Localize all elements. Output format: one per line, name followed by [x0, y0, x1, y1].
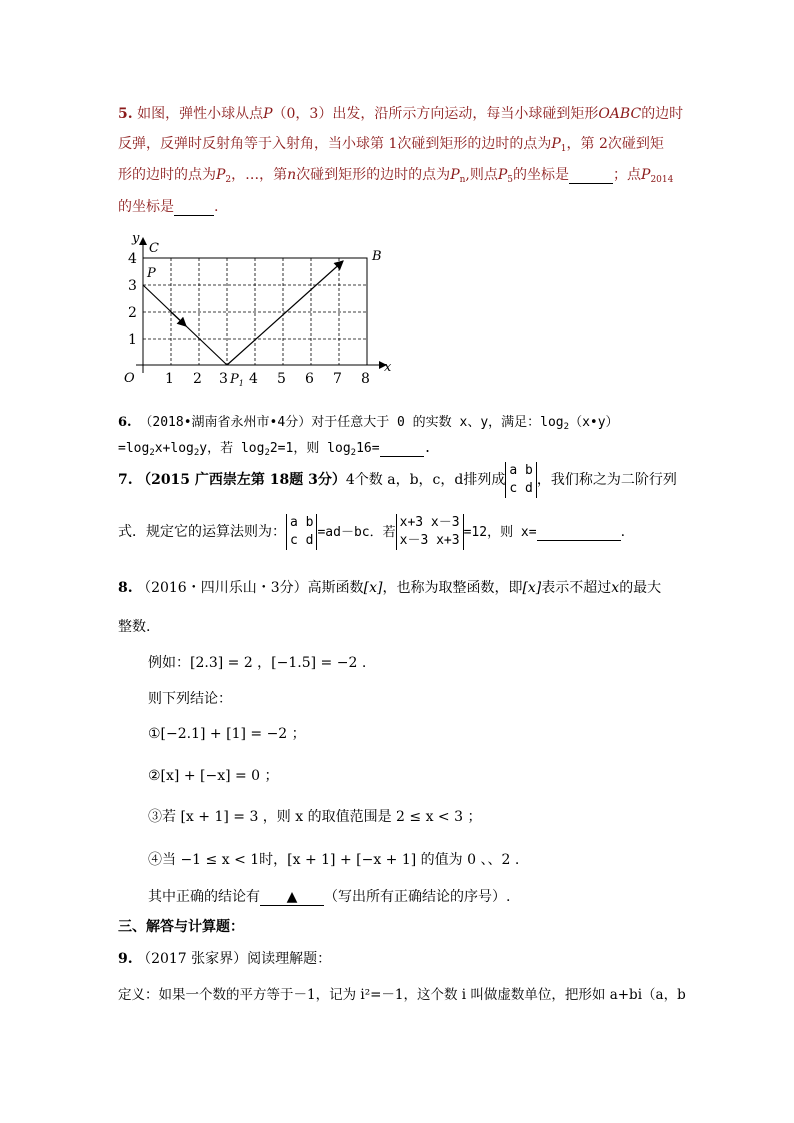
grid-lines: [143, 258, 367, 365]
q8-line2: 整数.: [118, 619, 151, 635]
q8-answer-blank[interactable]: [260, 889, 324, 906]
q7-answer-blank[interactable]: [537, 524, 621, 541]
y-tick-4: 4: [128, 251, 137, 267]
q8-line1: 8. （2016・四川乐山・3分）高斯函数[x]，也称为取整函数，即[x]表示不超过x的最大: [118, 580, 662, 596]
y-tick-1: 1: [128, 332, 137, 348]
triangle-icon: ▲: [286, 889, 298, 905]
q6-line2: $=\log_2x+\log_2y$，若 $\log_22=1$，则 $\log_216=$ .: [118, 441, 432, 458]
q7-line1: 7. （2015 广西崇左第 18题 3分）4个数 a，b，c，d排列成 a b c d ，我们称之为二阶行列: [118, 463, 677, 496]
q5-graph: [116, 228, 406, 393]
q9-number: 9.: [118, 951, 133, 967]
p-label: P: [147, 266, 156, 281]
q8-conclusion-4: ④当 −1 ≤ x < 1时，[x + 1] + [−x + 1] 的值为 0 、、2 .: [148, 852, 520, 868]
q6-number: 6.: [118, 415, 132, 430]
q7-number: 7.: [118, 472, 133, 488]
q8-number: 8.: [118, 580, 133, 596]
x-tick-4: 4: [249, 371, 258, 387]
q7-determinant-2: a b c d: [286, 514, 317, 550]
q9-definition: 定义：如果一个数的平方等于－1，记为 i²=－1，这个数 i 叫做虚数单位，把形如 a+bi（a，b: [118, 987, 686, 1003]
x-tick-3: 3: [219, 371, 228, 387]
x-tick-2: 2: [193, 371, 202, 387]
y-axis-label: y: [132, 231, 140, 246]
q8-conclusion-1: ①[−2.1] + [1] = −2 ；: [148, 726, 306, 742]
ball-path-direction-arrow: [171, 312, 186, 326]
q8-example: 例如：[2.3] = 2 ，[−1.5] = −2 .: [148, 655, 367, 671]
x-tick-8: 8: [361, 371, 370, 387]
q5-line4: 的坐标是 .: [118, 199, 219, 215]
q9-line1: 9. （2017 张家界）阅读理解题：: [118, 951, 332, 967]
q6-answer-blank[interactable]: [380, 441, 424, 457]
origin-label: O: [124, 371, 135, 386]
x-tick-1: 1: [165, 371, 174, 387]
section-3-heading: 三、解答与计算题：: [118, 919, 244, 935]
q5-line3: 形的边时的点为$P_2$，…，第n次碰到矩形的边时的点为$P_n$,则点$P_5$的坐标是 ；点$P_{2014}$: [118, 167, 674, 185]
q5-answer-blank-1[interactable]: [569, 167, 613, 184]
q5-line2: 反弹，反弹时反射角等于入射角，当小球第 1次碰到矩形的边时的点为$P_1$，第 2次碰到矩: [118, 136, 664, 154]
q6-line1: 6. （2018•湖南省永州市•4分）对于任意大于 0 的实数 x、y，满足：$\log_2(x•y)$: [118, 415, 619, 432]
q8-conclusion-2: ②[x] + [−x] = 0 ；: [148, 768, 279, 784]
q7-determinant-3: x+3 x－3 x－3 x+3: [396, 514, 464, 550]
y-tick-3: 3: [128, 278, 137, 294]
x-tick-5: 5: [277, 371, 286, 387]
q7-determinant-1: a b c d: [505, 462, 536, 498]
q7-line2: 式．规定它的运算法则为： a b c d =ad－bc．若 x+3 x－3 x－3 x+3 =12，则 x= .: [118, 515, 626, 548]
b-label: B: [372, 249, 382, 264]
q5-number: 5.: [118, 106, 133, 122]
q8-then: 则下列结论：: [148, 691, 232, 707]
q8-answer-line: 其中正确的结论有 ▲ （写出所有正确结论的序号）.: [148, 889, 511, 905]
ball-path-2: [227, 261, 343, 365]
y-tick-2: 2: [128, 305, 137, 321]
p1-label: $P_1$: [230, 372, 244, 388]
x-axis-label: x: [384, 360, 392, 375]
x-tick-7: 7: [333, 371, 342, 387]
q5-answer-blank-2[interactable]: [174, 199, 214, 216]
x-tick-6: 6: [305, 371, 314, 387]
q8-conclusion-3: ③若 [x + 1] = 3 ，则 x 的取值范围是 2 ≤ x < 3 ；: [148, 809, 482, 825]
q5-line1: 5. 如图，弹性小球从点P（0，3）出发，沿所示方向运动，每当小球碰到矩形OABC的边时: [118, 106, 684, 122]
c-label: C: [149, 241, 159, 256]
